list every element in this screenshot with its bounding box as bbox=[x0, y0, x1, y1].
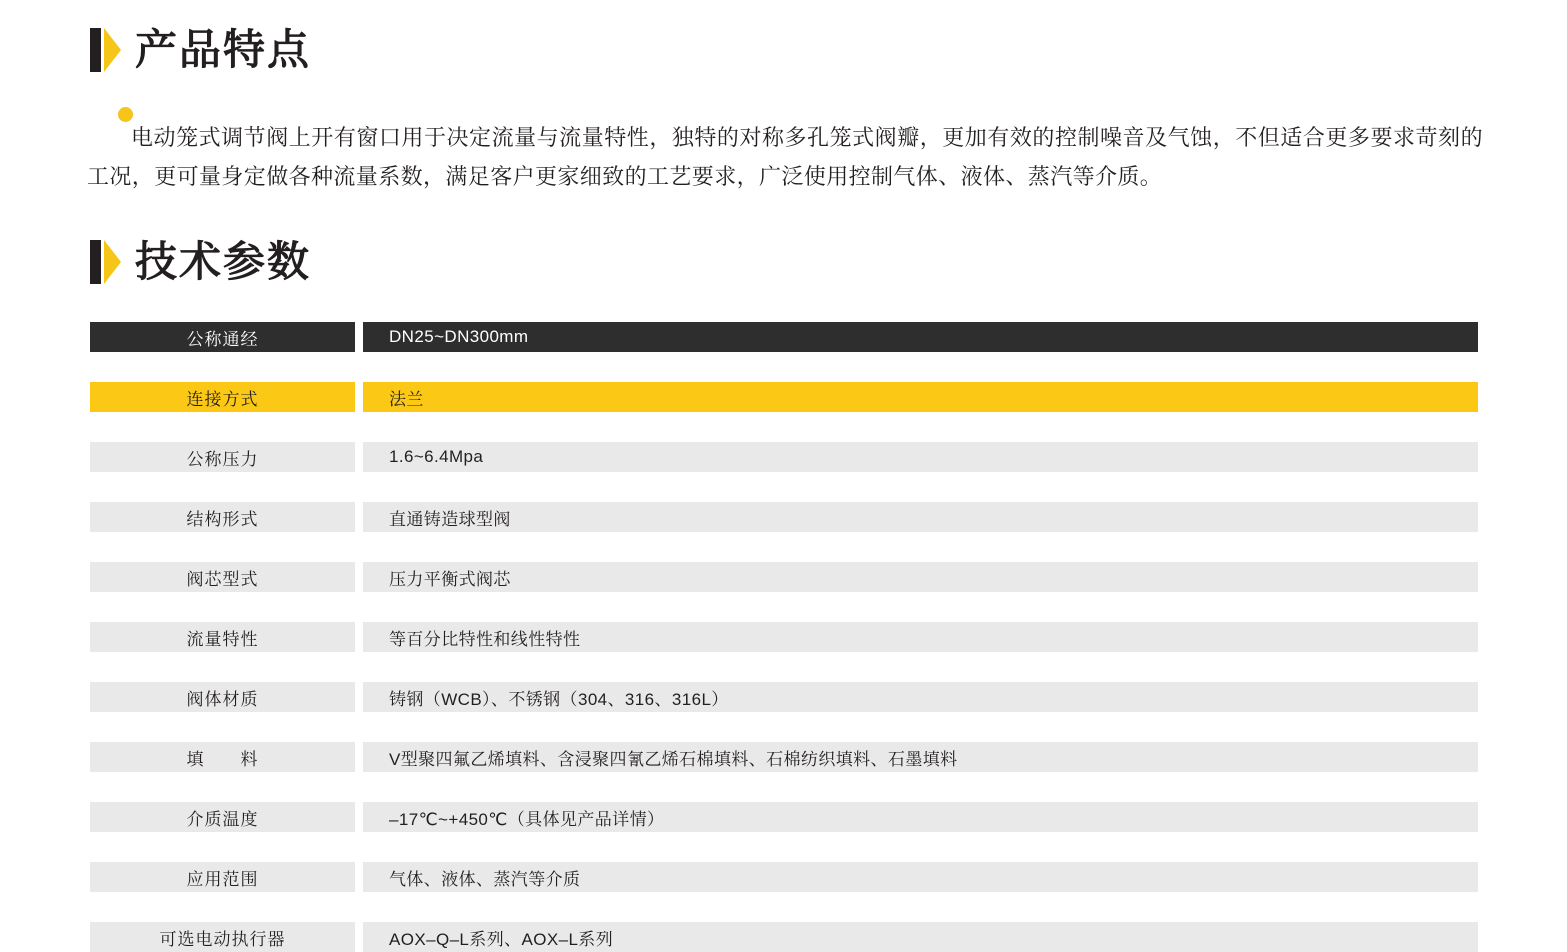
bar-icon bbox=[90, 28, 101, 72]
table-row-spacer bbox=[90, 772, 1478, 802]
spec-gap-cell bbox=[355, 502, 363, 532]
table-row-spacer bbox=[90, 892, 1478, 922]
table-row-spacer bbox=[90, 712, 1478, 742]
spec-label-cell: 阀芯型式 bbox=[90, 562, 355, 592]
features-heading-text: 产品特点 bbox=[135, 26, 312, 73]
table-row bbox=[90, 862, 1478, 892]
spec-value-cell: 铸钢（WCB）、不锈钢（304、316、316L） bbox=[363, 682, 1478, 712]
spec-label-cell: 结构形式 bbox=[90, 502, 355, 532]
spacer-cell bbox=[90, 652, 1478, 682]
spec-label-cell: 填 料 bbox=[90, 742, 355, 772]
spec-value-cell: AOX–Q–L系列、AOX–L系列 bbox=[363, 922, 1478, 952]
table-row bbox=[90, 502, 1478, 532]
spacer-cell bbox=[90, 472, 1478, 502]
spacer-cell bbox=[90, 592, 1478, 622]
spec-gap-cell bbox=[355, 382, 363, 412]
spec-value-cell: 压力平衡式阀芯 bbox=[363, 562, 1478, 592]
table-row-spacer bbox=[90, 832, 1478, 862]
specs-table-body bbox=[90, 322, 1478, 952]
spec-value-cell: 法兰 bbox=[363, 382, 1478, 412]
feature-bullet-row bbox=[87, 96, 1483, 218]
spec-label-cell: 应用范围 bbox=[90, 862, 355, 892]
table-row bbox=[90, 802, 1478, 832]
spec-gap-cell bbox=[355, 862, 363, 892]
spacer-cell bbox=[90, 532, 1478, 562]
table-row bbox=[90, 622, 1478, 652]
spec-value-cell: DN25~DN300mm bbox=[363, 322, 1478, 352]
spacer-cell bbox=[90, 772, 1478, 802]
spec-gap-cell bbox=[355, 322, 363, 352]
triangle-icon bbox=[104, 28, 121, 72]
table-row-spacer bbox=[90, 532, 1478, 562]
spacer-cell bbox=[90, 832, 1478, 862]
spec-gap-cell bbox=[355, 922, 363, 952]
spec-value-cell: 等百分比特性和线性特性 bbox=[363, 622, 1478, 652]
table-row bbox=[90, 322, 1478, 352]
spec-gap-cell bbox=[355, 742, 363, 772]
spacer-cell bbox=[90, 712, 1478, 742]
spec-gap-cell bbox=[355, 622, 363, 652]
spacer-cell bbox=[90, 892, 1478, 922]
specs-table bbox=[90, 322, 1478, 952]
spec-label-cell: 连接方式 bbox=[90, 382, 355, 412]
spec-label-cell: 可选电动执行器 bbox=[90, 922, 355, 952]
spec-label-cell: 公称通经 bbox=[90, 322, 355, 352]
heading-marker bbox=[90, 240, 121, 284]
spec-label-cell: 介质温度 bbox=[90, 802, 355, 832]
table-row bbox=[90, 742, 1478, 772]
table-row bbox=[90, 382, 1478, 412]
spec-gap-cell bbox=[355, 442, 363, 472]
spec-label-cell: 流量特性 bbox=[90, 622, 355, 652]
spacer-cell bbox=[90, 352, 1478, 382]
table-row-spacer bbox=[90, 472, 1478, 502]
spec-label-cell: 公称压力 bbox=[90, 442, 355, 472]
table-row bbox=[90, 562, 1478, 592]
spacer-cell bbox=[90, 412, 1478, 442]
spec-gap-cell bbox=[355, 562, 363, 592]
spec-value-cell: 气体、液体、蒸汽等介质 bbox=[363, 862, 1478, 892]
table-row-spacer bbox=[90, 652, 1478, 682]
spec-value-cell: 1.6~6.4Mpa bbox=[363, 442, 1478, 472]
table-row bbox=[90, 442, 1478, 472]
specs-heading-text: 技术参数 bbox=[135, 238, 312, 285]
feature-paragraph: 电动笼式调节阀上开有窗口用于决定流量与流量特性，独特的对称多孔笼式阀瓣，更加有效的控制噪音及气蚀，不但适合更多要求苛刻的工况，更可量身定做各种流量系数，满足客户更家细致的工艺要求，广泛使用控制气体、液体、蒸汽等介质。 bbox=[87, 125, 1483, 189]
specs-section-heading bbox=[90, 240, 311, 284]
bar-icon bbox=[90, 240, 101, 284]
spec-value-cell: –17℃~+450℃（具体见产品详情） bbox=[363, 802, 1478, 832]
table-row-spacer bbox=[90, 592, 1478, 622]
features-body bbox=[87, 96, 1483, 218]
spec-label-cell: 阀体材质 bbox=[90, 682, 355, 712]
table-row bbox=[90, 682, 1478, 712]
table-row-spacer bbox=[90, 412, 1478, 442]
spec-gap-cell bbox=[355, 682, 363, 712]
spec-value-cell: 直通铸造球型阀 bbox=[363, 502, 1478, 532]
features-section-heading bbox=[90, 28, 311, 72]
spec-value-cell: V型聚四氟乙烯填料、含浸聚四氰乙烯石棉填料、石棉纺织填料、石墨填料 bbox=[363, 742, 1478, 772]
table-row bbox=[90, 922, 1478, 952]
heading-marker bbox=[90, 28, 121, 72]
table-row-spacer bbox=[90, 352, 1478, 382]
spec-gap-cell bbox=[355, 802, 363, 832]
triangle-icon bbox=[104, 240, 121, 284]
